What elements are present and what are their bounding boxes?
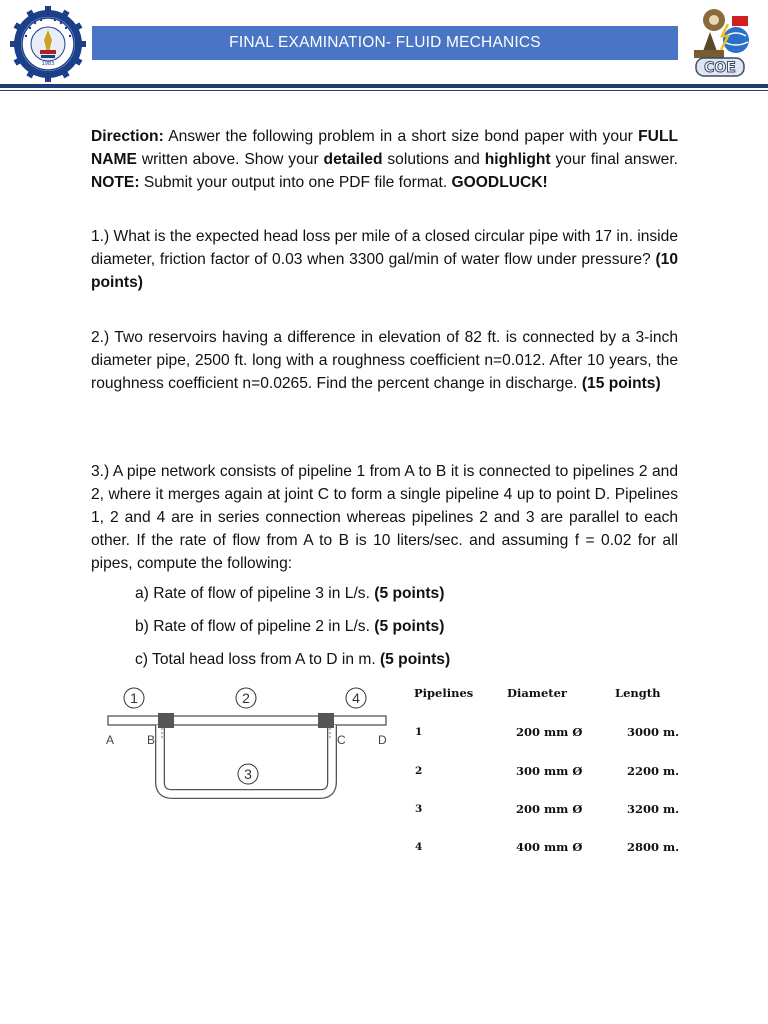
table-cell-pipe: 2 [415,765,423,777]
joint-b [158,713,174,728]
table-cell-length: 2800 m. [627,840,680,854]
label-pipe-1 [124,688,144,708]
pipeline-table [406,680,706,860]
pipe-main-line [108,716,386,725]
subquestion-b: b) Rate of flow of pipeline 2 in L/s. (5 points) [135,618,445,635]
label-pipe-2 [236,688,256,708]
svg-text:COE: COE [704,60,736,76]
question-3: 3.) A pipe network consists of pipeline 1 from A to B it is connected to pipelines 2 and 2, where it merges again at joint C to form a single pipeline 4 up to point D. Pipelines 1, 2 and 4 are in series connection whereas pipelines 2 and 3 are parallel to each other. If the rate of flow from A to B is 10 liters/sec. and assuming f = 0.02 for all pipes, compute the following: [91,463,678,572]
svg-text:1983: 1983 [41,61,55,67]
point-a: A [106,733,115,747]
svg-text:2: 2 [242,690,250,706]
direction-paragraph: Direction: Answer the following problem in a short size bond paper with your FULL NAME written above. Show your detailed solutions and highlight your final answer. NOTE: Submit your output into one PDF file format. GOODLUCK! [91,128,678,191]
label-pipe-3 [238,764,258,784]
table-cell-pipe: 4 [415,841,423,853]
pipe-network-diagram [92,682,404,812]
table-cell-diameter: 200 mm Ø [516,802,583,816]
table-cell-length: 2200 m. [627,764,680,778]
table-cell-pipe: 3 [415,803,423,815]
header-rule-thin [0,90,768,91]
question-1: 1.) What is the expected head loss per mile of a closed circular pipe with 17 in. inside diameter, friction factor of 0.03 when 3300 gal/min of water flow under pressure? (10 points) [91,228,678,291]
point-b: B [147,733,156,747]
table-cell-diameter: 200 mm Ø [516,725,583,739]
exam-title-bar [92,26,678,60]
svg-text:4: 4 [352,690,360,706]
table-cell-diameter: 400 mm Ø [516,840,583,854]
label-pipe-4 [346,688,366,708]
subquestion-a: a) Rate of flow of pipeline 3 in L/s. (5 points) [135,585,445,602]
exam-title: FINAL EXAMINATION- FLUID MECHANICS [229,34,541,51]
college-logo [688,6,756,78]
question-2: 2.) Two reservoirs having a difference in elevation of 82 ft. is connected by a 3-inch diameter pipe, 2500 ft. long with a roughness coefficient n=0.012. After 10 years, the roughness coefficient n=0.0265. Find the percent change in discharge. (15 points) [91,329,678,392]
svg-text:3: 3 [244,766,252,782]
header-rule-thick [0,84,768,88]
table-header-pipelines: Pipelines [414,686,474,700]
university-seal-logo [10,6,86,82]
table-cell-pipe: 1 [415,726,423,738]
point-c: C [337,733,346,747]
table-cell-length: 3000 m. [627,725,680,739]
subquestion-c: c) Total head loss from A to D in m. (5 points) [135,651,451,668]
joint-c [318,713,334,728]
svg-text:1: 1 [130,690,138,706]
point-d: D [378,733,387,747]
table-header-length: Length [615,686,661,700]
table-header-diameter: Diameter [507,686,567,700]
table-cell-length: 3200 m. [627,802,680,816]
table-cell-diameter: 300 mm Ø [516,764,583,778]
